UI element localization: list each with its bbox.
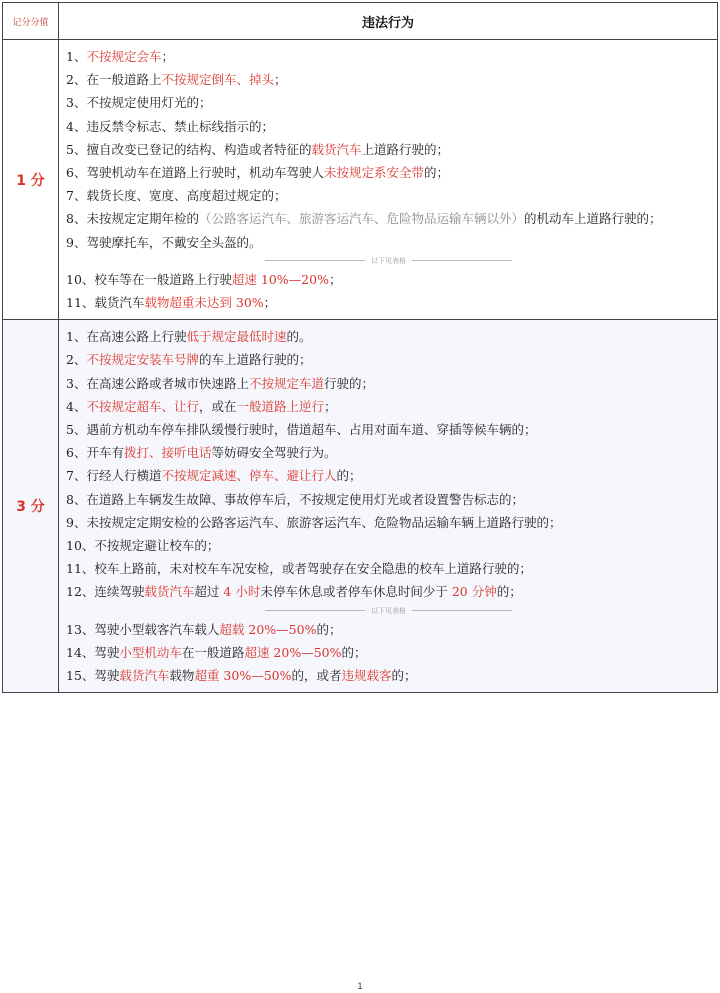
item-text: ；: [273, 72, 287, 88]
separator-label: 以下见表格: [371, 256, 406, 265]
score-column-header: 记分分值: [3, 3, 59, 40]
violation-item: [66, 441, 711, 464]
violation-item: [66, 511, 711, 534]
violation-item: [66, 45, 711, 68]
item-text: 6、驾驶机动车在道路上行驶时，机动车驾驶人: [66, 165, 324, 181]
highlighted-text: 载货汽车: [119, 668, 170, 684]
item-text: ，或在: [198, 398, 237, 414]
section-1-items: [59, 40, 718, 320]
highlighted-text: 违规载客: [341, 668, 392, 684]
item-text: ；: [328, 271, 342, 287]
item-text: 9、驾驶摩托车，不戴安全头盔的。: [66, 234, 262, 250]
violation-item: [66, 488, 711, 511]
item-text: 载物: [169, 668, 195, 684]
separator-label: 以下见表格: [371, 606, 406, 615]
violation-item: [66, 138, 711, 161]
item-text: 9、未按规定定期安检的公路客运汽车、旅游客运汽车、危险物品运输车辆上道路行驶的；: [66, 514, 562, 530]
item-text: 上道路行驶的；: [361, 141, 449, 157]
violation-points-table: [2, 2, 718, 693]
item-text: 的。: [286, 329, 312, 345]
item-text: 8、在道路上车辆发生故障、事故停车后，不按规定使用灯光或者设置警告标志的；: [66, 491, 524, 507]
item-text: ；: [324, 398, 337, 414]
item-text: 10、不按规定避让校车的；: [66, 538, 220, 554]
violation-item: [66, 91, 711, 114]
item-text: 等妨碍安全驾驶行为。: [211, 445, 337, 461]
separator-line: [412, 610, 512, 611]
item-text: 15、驾驶: [66, 668, 120, 684]
item-text: 5、擅自改变已登记的结构、构造或者特征的: [66, 141, 312, 157]
item-text: 的，或者: [291, 668, 342, 684]
item-text: 在一般道路: [181, 644, 245, 660]
highlighted-text: 不按规定安装车号牌: [86, 352, 199, 368]
item-text: 13、驾驶小型载客汽车载人: [66, 621, 220, 637]
violation-item: [66, 325, 711, 348]
highlighted-text: 拨打、接听电话: [123, 445, 212, 461]
item-text: 的车上道路行驶的；: [198, 352, 312, 368]
item-text: 3、在高速公路或者城市快速路上: [66, 375, 249, 391]
highlighted-text: 超载 20%—50%: [219, 621, 317, 637]
item-text: ；: [263, 295, 277, 311]
behavior-column-header: 违法行为: [59, 3, 718, 40]
violation-item: [66, 348, 711, 371]
item-text: 10、校车等在一般道路上行驶: [66, 271, 232, 287]
highlighted-text: 超速 10%—20%: [231, 271, 329, 287]
item-text: 1、: [66, 49, 87, 64]
highlighted-text: 4 小时: [223, 584, 261, 600]
violation-item: [66, 291, 711, 314]
item-text: 的；: [423, 165, 449, 181]
separator: [66, 604, 711, 618]
separator-line: [412, 260, 512, 261]
note-text: （公路客运汽车、旅游客运汽车、危险物品运输车辆以外）: [198, 211, 524, 227]
separator: [66, 254, 711, 268]
highlighted-text: 一般道路上逆行: [236, 398, 324, 414]
violation-item: [66, 641, 711, 664]
violation-item: [66, 372, 711, 395]
separator-line: [265, 610, 365, 611]
section-3-point-row: [3, 320, 718, 693]
violation-item: [66, 664, 711, 687]
item-text: 的；: [391, 668, 417, 684]
violation-item: [66, 557, 711, 580]
item-text: 的；: [316, 621, 342, 637]
item-text: ；: [161, 49, 174, 64]
item-text: 1、在高速公路上行驶: [66, 329, 187, 345]
highlighted-text: 超速 20%—50%: [244, 644, 342, 660]
violation-item: [66, 618, 711, 641]
violation-item: [66, 395, 711, 418]
section-3-items: [59, 320, 718, 693]
violation-item: [66, 580, 711, 603]
item-text: 的；: [496, 584, 522, 600]
highlighted-text: 不按规定减速、停车、避让行人: [161, 468, 337, 484]
highlighted-text: 超重 30%—50%: [194, 668, 292, 684]
highlighted-text: 不按规定倒车、掉头: [161, 72, 274, 88]
violation-item: [66, 534, 711, 557]
section-1-point-row: [3, 40, 718, 320]
violation-item: [66, 68, 711, 91]
item-text: 7、行经人行横道: [66, 468, 162, 484]
highlighted-text: 小型机动车: [119, 644, 182, 660]
item-text: 2、: [66, 352, 87, 368]
separator-line: [265, 260, 365, 261]
highlighted-text: 不按规定超车、让行: [86, 398, 199, 414]
item-text: 的机动车上道路行驶的；: [523, 211, 662, 227]
violation-item: [66, 268, 711, 291]
highlighted-text: 载物超重未达到 30%: [144, 295, 264, 311]
item-text: 2、在一般道路上: [66, 72, 162, 88]
highlighted-text: 20 分钟: [451, 584, 497, 600]
item-text: 12、连续驾驶: [66, 584, 145, 600]
violation-item: [66, 464, 711, 487]
item-text: 14、驾驶: [66, 644, 120, 660]
violation-item: [66, 231, 711, 254]
page-number: 1: [357, 981, 363, 991]
item-text: 行驶的；: [323, 375, 374, 391]
violation-item: [66, 184, 711, 207]
highlighted-text: 不按规定会车: [86, 49, 162, 64]
highlighted-text: 未按规定系安全带: [323, 165, 424, 181]
item-text: 4、违反禁令标志、禁止标线指示的；: [66, 118, 274, 134]
item-text: 3、不按规定使用灯光的；: [66, 95, 212, 111]
score-1-point: 1 分: [3, 40, 59, 320]
highlighted-text: 载货汽车: [144, 584, 195, 600]
violation-item: [66, 161, 711, 184]
item-text: 未停车休息或者停车休息时间少于: [260, 584, 452, 600]
item-text: 11、载货汽车: [66, 295, 145, 311]
item-text: 8、未按规定定期年检的: [66, 211, 199, 227]
highlighted-text: 低于规定最低时速: [186, 329, 287, 345]
score-3-points: 3 分: [3, 320, 59, 693]
item-text: 7、载货长度、宽度、高度超过规定的；: [66, 188, 287, 204]
highlighted-text: 载货汽车: [311, 141, 362, 157]
item-text: 的；: [341, 644, 367, 660]
item-text: 11、校车上路前，未对校车车况安检，或者驾驶存在安全隐患的校车上道路行驶的；: [66, 561, 532, 577]
table-header-row: [3, 3, 718, 40]
item-text: 6、开车有: [66, 445, 124, 461]
violation-item: [66, 115, 711, 138]
violation-item: [66, 207, 711, 230]
violation-item: [66, 418, 711, 441]
item-text: 的；: [336, 468, 362, 484]
item-text: 超过: [194, 584, 224, 600]
item-text: 5、遇前方机动车停车排队缓慢行驶时，借道超车、占用对面车道、穿插等候车辆的；: [66, 422, 537, 438]
item-text: 4、: [66, 398, 87, 414]
highlighted-text: 不按规定车道: [248, 375, 324, 391]
